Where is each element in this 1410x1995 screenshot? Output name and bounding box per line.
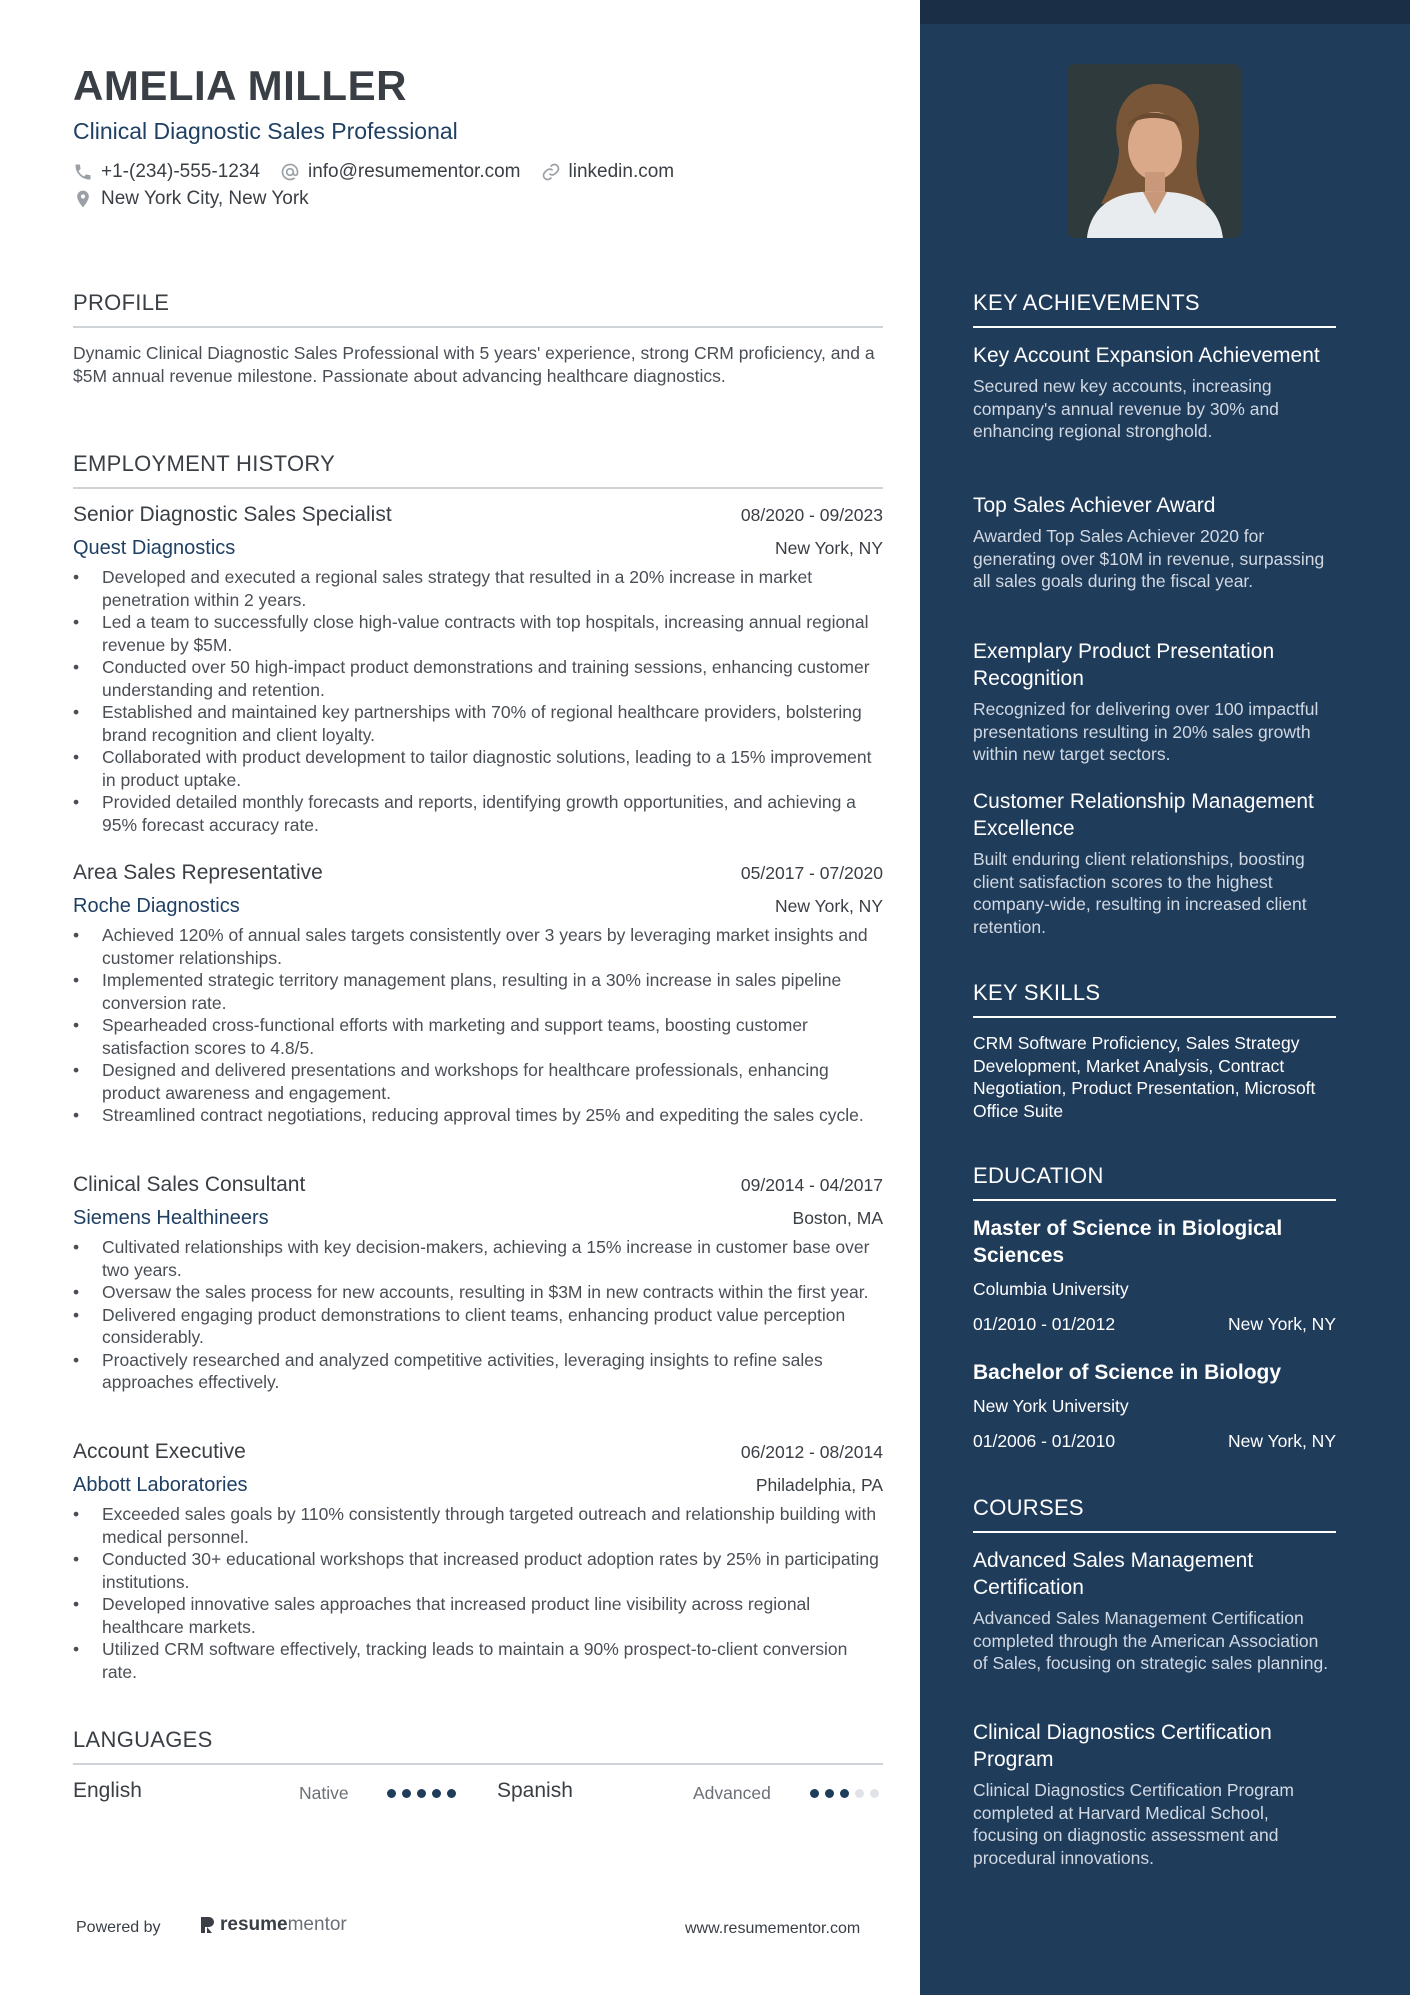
contact-linkedin bbox=[541, 161, 675, 183]
skills-heading: KEY SKILLS bbox=[973, 980, 1336, 1018]
bullet-item: • Achieved 120% of annual sales targets consistently over 3 years by leveraging market insights and customer relationships. bbox=[73, 924, 883, 969]
contact-location bbox=[73, 188, 309, 210]
language-name: Spanish bbox=[497, 1779, 573, 1802]
education-degree: Bachelor of Science in Biology bbox=[973, 1361, 1282, 1384]
job-location: New York, NY bbox=[775, 896, 883, 916]
language-level: Advanced bbox=[693, 1783, 771, 1803]
location-pin-icon bbox=[73, 189, 93, 209]
linkedin-link[interactable]: linkedin.com bbox=[568, 161, 675, 182]
job-location: Philadelphia, PA bbox=[755, 1475, 883, 1495]
job-company: Roche Diagnostics bbox=[73, 895, 240, 917]
employment-heading: EMPLOYMENT HISTORY bbox=[73, 451, 883, 489]
bullet-item: • Conducted 30+ educational workshops that increased product adoption rates by 25% in participating institutions. bbox=[73, 1548, 883, 1593]
courses-heading: COURSES bbox=[973, 1495, 1336, 1533]
achievement-text: Awarded Top Sales Achiever 2020 for generating over $10M in revenue, surpassing all sales goals during the fiscal year. bbox=[973, 526, 1325, 591]
contact-phone bbox=[73, 161, 260, 183]
achievement-text: Built enduring client relationships, boosting client satisfaction scores to the highest company-wide, resulting in increased client retention. bbox=[973, 849, 1307, 937]
link-icon bbox=[541, 162, 561, 182]
bullet-item: • Exceeded sales goals by 110% consistently through targeted outreach and relationship building with medical personnel. bbox=[73, 1503, 883, 1548]
profile-photo-image bbox=[1067, 64, 1241, 238]
education-dates: 01/2010 - 01/2012 bbox=[973, 1314, 1116, 1334]
contact-row-location bbox=[73, 188, 329, 210]
rating-dot-filled bbox=[447, 1789, 456, 1798]
achievement-text: Secured new key accounts, increasing company's annual revenue by 30% and enhancing regional stronghold. bbox=[973, 376, 1279, 441]
job-dates: 06/2012 - 08/2014 bbox=[740, 1442, 883, 1462]
bullet-item: • Spearheaded cross-functional efforts with marketing and support teams, boosting customer satisfaction scores to 4.8/5. bbox=[73, 1014, 883, 1059]
rating-dot-filled bbox=[432, 1789, 441, 1798]
brand-name-bold: resume bbox=[220, 1914, 288, 1935]
bullet-item: • Oversaw the sales process for new accounts, resulting in $3M in new contracts within the first year. bbox=[73, 1281, 883, 1304]
profile-summary: Dynamic Clinical Diagnostic Sales Professional with 5 years' experience, strong CRM proficiency, and a $5M annual revenue milestone. Passionate about advancing healthcare diagnostics. bbox=[73, 343, 875, 386]
bullet-item: • Proactively researched and analyzed competitive activities, leveraging insights to refine sales approaches effectively. bbox=[73, 1349, 883, 1394]
bullet-item: • Developed innovative sales approaches that increased product line visibility across regional healthcare markets. bbox=[73, 1593, 883, 1638]
phone-text[interactable]: +1-(234)-555-1234 bbox=[101, 161, 260, 182]
achievement-title: Exemplary Product Presentation Recognition bbox=[973, 640, 1275, 690]
languages-heading: LANGUAGES bbox=[73, 1727, 883, 1765]
job-entry bbox=[73, 1440, 883, 1683]
contact-email bbox=[280, 161, 521, 183]
education-dates: 01/2006 - 01/2010 bbox=[973, 1431, 1116, 1451]
language-rating bbox=[810, 1789, 885, 1798]
bullet-item: • Streamlined contract negotiations, reducing approval times by 25% and expediting the sales cycle. bbox=[73, 1104, 883, 1127]
achievement-item bbox=[973, 638, 1336, 766]
website-link[interactable]: www.resumementor.com bbox=[685, 1920, 861, 1937]
achievement-title: Customer Relationship Management Excellence bbox=[973, 790, 1314, 840]
education-location: New York, NY bbox=[1228, 1431, 1336, 1451]
bullet-item: • Led a team to successfully close high-value contracts with top hospitals, increasing annual regional revenue by $5M. bbox=[73, 611, 883, 656]
job-company: Siemens Healthineers bbox=[73, 1207, 269, 1229]
education-school: Columbia University bbox=[973, 1279, 1129, 1299]
job-bullets bbox=[73, 1503, 883, 1683]
education-degree: Master of Science in Biological Sciences bbox=[973, 1217, 1283, 1267]
bullet-item: • Utilized CRM software effectively, tracking leads to maintain a 90% prospect-to-client conversion rate. bbox=[73, 1638, 883, 1683]
brand-logo[interactable] bbox=[198, 1914, 347, 1936]
language-rating bbox=[387, 1789, 462, 1798]
brand-name-light: mentor bbox=[287, 1914, 347, 1935]
job-entry bbox=[73, 861, 883, 1127]
rating-dot-filled bbox=[402, 1789, 411, 1798]
bullet-item: • Implemented strategic territory management plans, resulting in a 30% increase in sales pipeline conversion rate. bbox=[73, 969, 883, 1014]
job-bullets bbox=[73, 566, 883, 836]
achievement-item bbox=[973, 492, 1336, 593]
rating-dot-filled bbox=[810, 1789, 819, 1798]
job-title: Senior Diagnostic Sales Specialist bbox=[73, 503, 392, 526]
job-company: Quest Diagnostics bbox=[73, 537, 236, 559]
job-entry bbox=[73, 1173, 883, 1394]
language-level: Native bbox=[299, 1783, 349, 1803]
bullet-item: • Cultivated relationships with key decision-makers, achieving a 15% increase in customer base over two years. bbox=[73, 1236, 883, 1281]
powered-by-label: Powered by bbox=[76, 1919, 161, 1936]
skills-list: CRM Software Proficiency, Sales Strategy Development, Market Analysis, Contract Negotiation, Product Presentation, Microsoft Office Suite bbox=[973, 1033, 1316, 1121]
bullet-item: • Designed and delivered presentations and workshops for healthcare professionals, enhancing product awareness and engagement. bbox=[73, 1059, 883, 1104]
rating-dot-empty bbox=[870, 1789, 879, 1798]
rating-dot-filled bbox=[840, 1789, 849, 1798]
job-title: Account Executive bbox=[73, 1440, 246, 1463]
location-text: New York City, New York bbox=[101, 188, 309, 209]
job-title: Area Sales Representative bbox=[73, 861, 323, 884]
rating-dot-empty bbox=[855, 1789, 864, 1798]
course-title: Clinical Diagnostics Certification Program bbox=[973, 1721, 1272, 1771]
job-location: Boston, MA bbox=[792, 1208, 883, 1228]
profile-heading: PROFILE bbox=[73, 290, 883, 328]
job-dates: 08/2020 - 09/2023 bbox=[740, 505, 883, 525]
course-item bbox=[973, 1719, 1336, 1869]
resumementor-logo-icon bbox=[198, 1915, 216, 1935]
bullet-item: • Conducted over 50 high-impact product demonstrations and training sessions, enhancing customer understanding and retention. bbox=[73, 656, 883, 701]
job-entry bbox=[73, 503, 883, 836]
course-text: Clinical Diagnostics Certification Program completed at Harvard Medical School, focusing on diagnostic assessment and procedural innovations. bbox=[973, 1780, 1294, 1868]
job-bullets bbox=[73, 1236, 883, 1394]
email-link[interactable]: info@resumementor.com bbox=[307, 161, 521, 182]
contact-row bbox=[73, 161, 694, 183]
languages-row bbox=[73, 1779, 883, 1809]
language-name: English bbox=[73, 1779, 142, 1802]
job-title: Clinical Sales Consultant bbox=[73, 1173, 306, 1196]
achievement-text: Recognized for delivering over 100 impactful presentations resulting in 20% sales growth within new target sectors. bbox=[973, 699, 1319, 764]
candidate-name: AMELIA MILLER bbox=[73, 62, 407, 109]
course-title: Advanced Sales Management Certification bbox=[973, 1549, 1254, 1599]
sidebar bbox=[920, 0, 1410, 1995]
education-item bbox=[973, 1215, 1336, 1335]
achievement-item bbox=[973, 788, 1336, 938]
education-school: New York University bbox=[973, 1396, 1129, 1416]
bullet-item: • Developed and executed a regional sales strategy that resulted in a 20% increase in market penetration within 2 years. bbox=[73, 566, 883, 611]
course-text: Advanced Sales Management Certification completed through the American Association of Sales, focusing on strategic sales planning. bbox=[973, 1608, 1329, 1673]
rating-dot-filled bbox=[825, 1789, 834, 1798]
job-company: Abbott Laboratories bbox=[73, 1474, 248, 1496]
job-dates: 05/2017 - 07/2020 bbox=[740, 863, 883, 883]
job-bullets bbox=[73, 924, 883, 1127]
candidate-title: Clinical Diagnostic Sales Professional bbox=[73, 118, 458, 144]
bullet-item: • Provided detailed monthly forecasts and reports, identifying growth opportunities, and achieving a 95% forecast accuracy rate. bbox=[73, 791, 883, 836]
education-location: New York, NY bbox=[1228, 1314, 1336, 1334]
bullet-item: • Established and maintained key partnerships with 70% of regional healthcare providers, bolstering brand recognition and client loyalty. bbox=[73, 701, 883, 746]
education-heading: EDUCATION bbox=[973, 1163, 1336, 1201]
achievement-title: Top Sales Achiever Award bbox=[973, 494, 1216, 517]
achievement-title: Key Account Expansion Achievement bbox=[973, 344, 1320, 367]
rating-dot-filled bbox=[387, 1789, 396, 1798]
job-location: New York, NY bbox=[775, 538, 883, 558]
education-item bbox=[973, 1359, 1336, 1452]
achievements-heading: KEY ACHIEVEMENTS bbox=[973, 290, 1336, 328]
at-icon bbox=[280, 162, 300, 182]
bullet-item: • Collaborated with product development to tailor diagnostic solutions, leading to a 15% improvement in product uptake. bbox=[73, 746, 883, 791]
job-dates: 09/2014 - 04/2017 bbox=[740, 1175, 883, 1195]
achievement-item bbox=[973, 342, 1336, 443]
bullet-item: • Delivered engaging product demonstrations to client teams, enhancing product value perception considerably. bbox=[73, 1304, 883, 1349]
profile-photo bbox=[1067, 64, 1241, 238]
rating-dot-filled bbox=[417, 1789, 426, 1798]
phone-icon bbox=[73, 162, 93, 182]
sidebar-top-strip bbox=[920, 0, 1410, 24]
course-item bbox=[973, 1547, 1336, 1675]
